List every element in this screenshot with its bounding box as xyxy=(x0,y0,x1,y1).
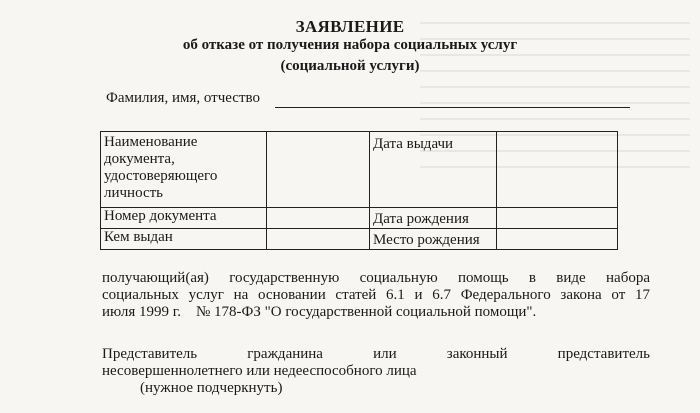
doc-number-label: Номер документа xyxy=(101,208,267,229)
body-paragraph xyxy=(102,270,650,321)
fio-field-line[interactable] xyxy=(275,107,630,108)
underline-hint: (нужное подчеркнуть) xyxy=(140,380,283,396)
doc-number-field[interactable] xyxy=(267,208,370,229)
representative-line-1: Представитель гражданина или законный представитель xyxy=(102,346,650,362)
body-line-2: социальных услуг на основании статей 6.1 и 6.7 Федерального закона от 17 xyxy=(102,287,650,303)
fio-label: Фамилия, имя, отчество xyxy=(106,90,260,106)
document-title: ЗАЯВЛЕНИЕ xyxy=(295,17,405,36)
body-line-1: получающий(ая) государственную социальную помощь в виде набора xyxy=(102,270,650,286)
issued-by-field[interactable] xyxy=(267,229,370,250)
issue-date-label: Дата выдачи xyxy=(370,132,497,208)
document-subtitle-2: (социальной услуги) xyxy=(280,58,420,74)
birth-date-field[interactable] xyxy=(497,208,618,229)
birth-place-label: Место рождения xyxy=(370,229,497,250)
representative-paragraph xyxy=(102,346,650,380)
document-subtitle: об отказе от получения набора социальных услуг xyxy=(182,37,518,53)
doc-name-label: Наименование документа, удостоверяющего личность xyxy=(101,132,267,208)
body-line-3: июля 1999 г. № 178-ФЗ "О государственной социальной помощи". xyxy=(102,304,537,320)
issued-by-label: Кем выдан xyxy=(101,229,267,250)
identity-document-table xyxy=(100,131,618,250)
doc-name-field[interactable] xyxy=(267,132,370,208)
birth-date-label: Дата рождения xyxy=(370,208,497,229)
birth-place-field[interactable] xyxy=(497,229,618,250)
representative-line-2: несовершеннолетнего или недееспособного лица xyxy=(102,363,417,379)
issue-date-field[interactable] xyxy=(497,132,618,208)
